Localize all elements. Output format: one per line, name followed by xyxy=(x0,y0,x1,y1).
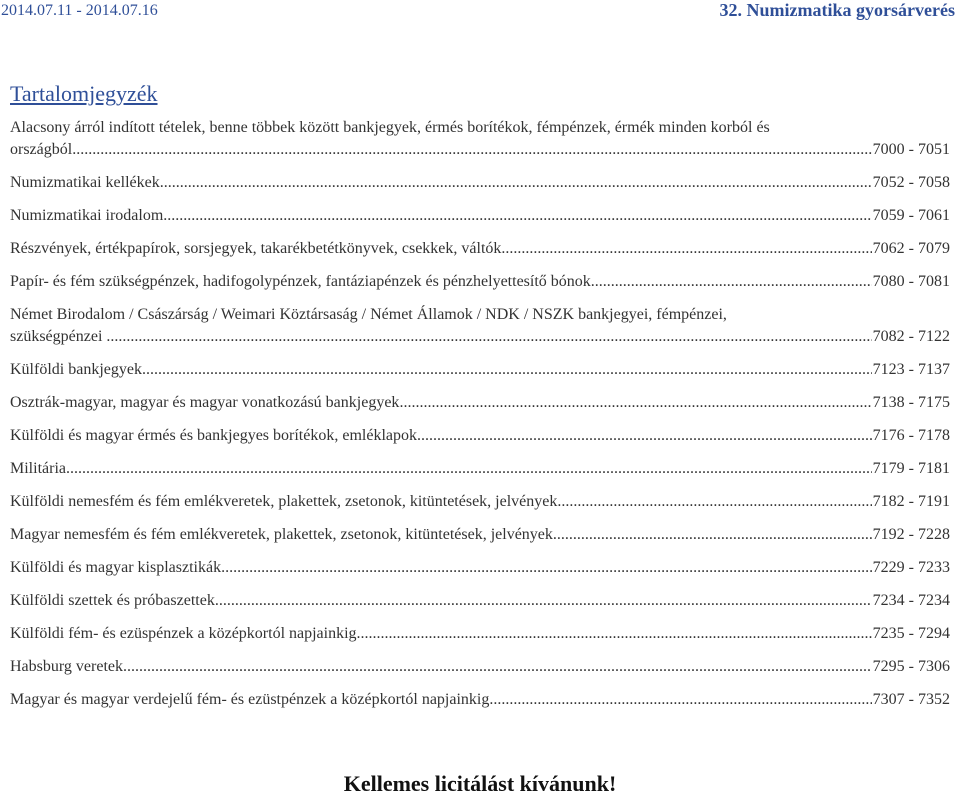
toc-entry-pages: 7229 - 7233 xyxy=(872,559,950,576)
toc-entry-name: Külföldi bankjegyek xyxy=(10,361,142,378)
toc-entry-pages: 7052 - 7058 xyxy=(872,174,950,191)
toc-entry-pages: 7234 - 7234 xyxy=(872,592,950,609)
dot-leader xyxy=(110,326,871,348)
dot-leader xyxy=(167,205,871,227)
dot-leader xyxy=(142,359,872,381)
toc-entry[interactable] xyxy=(10,524,950,546)
dot-leader xyxy=(221,557,872,579)
dot-leader xyxy=(553,524,872,546)
toc-entry-name: Külföldi szettek és próbaszettek xyxy=(10,592,215,609)
toc-entry[interactable] xyxy=(10,392,950,414)
toc-entry-pages: 7082 - 7122 xyxy=(872,328,950,345)
toc-entry-name: Habsburg veretek xyxy=(10,658,123,675)
dot-leader xyxy=(399,392,871,414)
toc-entry[interactable] xyxy=(10,656,950,678)
dot-leader xyxy=(215,590,872,612)
dot-leader xyxy=(557,491,871,513)
toc-entry[interactable] xyxy=(10,205,950,227)
auction-title: 32. Numizmatika gyorsárverés xyxy=(719,0,955,20)
toc-entry[interactable] xyxy=(10,271,950,293)
page-header xyxy=(0,0,960,26)
toc-entry-pages: 7059 - 7061 xyxy=(872,207,950,224)
dot-leader xyxy=(66,458,872,480)
toc-entry-pages: 7192 - 7228 xyxy=(872,526,950,543)
dot-leader xyxy=(76,139,871,161)
toc-entry-name: Militária xyxy=(10,460,66,477)
toc-entry-name: Részvények, értékpapírok, sorsjegyek, takarékbetétkönyvek, csekkek, váltók xyxy=(10,240,502,257)
toc-entry-name: Magyar nemesfém és fém emlékveretek, plakettek, zsetonok, kitüntetések, jelvények xyxy=(10,526,553,543)
toc-entry-pages: 7307 - 7352 xyxy=(872,691,950,708)
toc-entry-name: Külföldi és magyar érmés és bankjegyes borítékok, emléklapok xyxy=(10,427,417,444)
auction-date-range: 2014.07.11 - 2014.07.16 xyxy=(1,2,158,19)
toc-entry-pages: 7235 - 7294 xyxy=(872,625,950,642)
toc-entry-pages: 7138 - 7175 xyxy=(872,394,950,411)
toc-entry-pages: 7000 - 7051 xyxy=(872,141,950,158)
toc-entry-name: Osztrák-magyar, magyar és magyar vonatkozású bankjegyek xyxy=(10,394,400,411)
toc-entry-name: országból. xyxy=(10,141,77,158)
dot-leader xyxy=(164,172,872,194)
toc-entry[interactable] xyxy=(10,238,950,260)
toc-entry-pages: 7123 - 7137 xyxy=(872,361,950,378)
toc-entry-name: Külföldi nemesfém és fém emlékveretek, plakettek, zsetonok, kitüntetések, jelvények xyxy=(10,493,558,510)
toc-entry-name: Papír- és fém szükségpénzek, hadifogolypénzek, fantáziapénzek és pénzhelyettesítő bónok xyxy=(10,273,591,290)
dot-leader xyxy=(357,623,872,645)
toc-entry-name: Külföldi és magyar kisplasztikák xyxy=(10,559,222,576)
toc-entry-pages: 7182 - 7191 xyxy=(872,493,950,510)
toc-entry-pages: 7179 - 7181 xyxy=(872,460,950,477)
toc-entry-pages: 7176 - 7178 xyxy=(872,427,950,444)
toc-entry[interactable] xyxy=(10,304,950,348)
dot-leader xyxy=(417,425,872,447)
toc-entry-name: Magyar és magyar verdejelű fém- és ezüstpénzek a középkortól napjainkig xyxy=(10,691,490,708)
toc-entry[interactable] xyxy=(10,623,950,645)
toc-entry-first-line: Német Birodalom / Császárság / Weimari Köztársaság / Német Államok / NDK / NSZK bankjegyei, fémpénzei, xyxy=(10,306,727,323)
toc-entry-first-line: Alacsony árról indított tételek, benne többek között bankjegyek, érmés borítékok, fémpénzek, érmék minden korból és xyxy=(10,119,770,136)
toc-entry-name: Numizmatikai kellékek. xyxy=(10,174,164,191)
toc-entry[interactable] xyxy=(10,689,950,711)
toc-entry-name: Külföldi fém- és ezüspénzek a középkortól napjainkig xyxy=(10,625,357,642)
closing-message: Kellemes licitálást kívánunk! xyxy=(343,771,617,796)
dot-leader xyxy=(123,656,872,678)
toc-entry[interactable] xyxy=(10,491,950,513)
toc-entry-name: Numizmatikai irodalom. xyxy=(10,207,168,224)
toc-entry[interactable] xyxy=(10,117,950,161)
toc-entry[interactable] xyxy=(10,172,950,194)
toc-entry-pages: 7295 - 7306 xyxy=(872,658,950,675)
table-of-contents xyxy=(10,117,950,711)
dot-leader xyxy=(591,271,872,293)
toc-entry-pages: 7080 - 7081 xyxy=(872,273,950,290)
toc-entry[interactable] xyxy=(10,458,950,480)
toc-entry[interactable] xyxy=(10,590,950,612)
toc-heading: Tartalomjegyzék xyxy=(10,81,158,106)
toc-entry[interactable] xyxy=(10,425,950,447)
dot-leader xyxy=(501,238,871,260)
dot-leader xyxy=(489,689,871,711)
toc-entry-pages: 7062 - 7079 xyxy=(872,240,950,257)
toc-entry[interactable] xyxy=(10,557,950,579)
toc-entry[interactable] xyxy=(10,359,950,381)
toc-entry-name: szükségpénzei . xyxy=(10,328,111,345)
